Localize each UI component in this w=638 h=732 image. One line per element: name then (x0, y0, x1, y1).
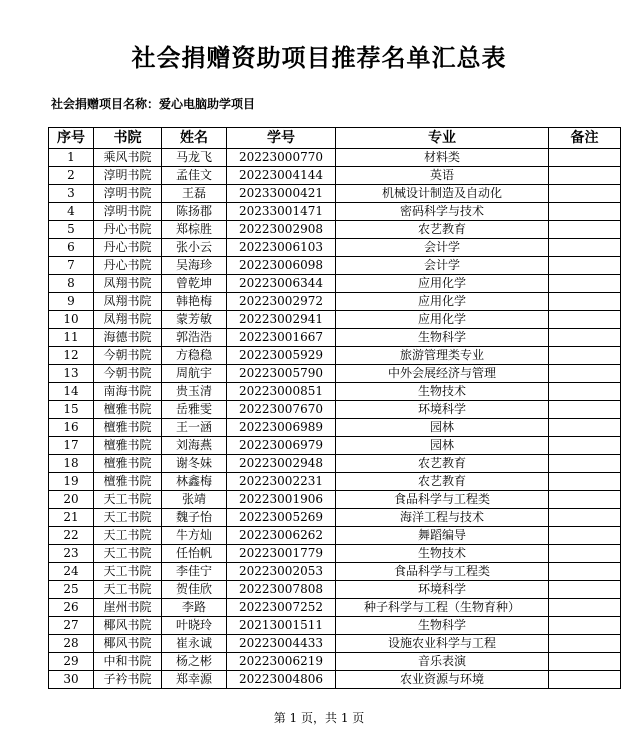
cell-index: 13 (49, 365, 94, 383)
table-row (49, 653, 621, 671)
cell-student-id: 20223006344 (227, 275, 336, 293)
cell-name: 贵玉清 (162, 383, 227, 401)
cell-remarks (549, 581, 621, 599)
cell-college: 天工书院 (94, 527, 162, 545)
table-row (49, 527, 621, 545)
cell-remarks (549, 167, 621, 185)
cell-remarks (549, 401, 621, 419)
cell-major: 应用化学 (336, 293, 549, 311)
cell-name: 杨之彬 (162, 653, 227, 671)
cell-name: 郑幸源 (162, 671, 227, 689)
cell-name: 郑棕胜 (162, 221, 227, 239)
cell-college: 南海书院 (94, 383, 162, 401)
cell-student-id: 20223006979 (227, 437, 336, 455)
cell-name: 魏子怡 (162, 509, 227, 527)
table-row (49, 437, 621, 455)
cell-remarks (549, 149, 621, 167)
cell-name: 牛方灿 (162, 527, 227, 545)
cell-college: 天工书院 (94, 545, 162, 563)
cell-remarks (549, 473, 621, 491)
cell-major: 设施农业科学与工程 (336, 635, 549, 653)
cell-college: 椰风书院 (94, 617, 162, 635)
cell-student-id: 20223002941 (227, 311, 336, 329)
cell-name: 崔永诚 (162, 635, 227, 653)
cell-name: 王磊 (162, 185, 227, 203)
cell-student-id: 20223004433 (227, 635, 336, 653)
cell-major: 园林 (336, 437, 549, 455)
cell-remarks (549, 491, 621, 509)
table-row (49, 203, 621, 221)
cell-index: 11 (49, 329, 94, 347)
header-remarks: 备注 (549, 128, 621, 149)
cell-index: 12 (49, 347, 94, 365)
table-row (49, 617, 621, 635)
cell-remarks (549, 437, 621, 455)
cell-name: 李佳宁 (162, 563, 227, 581)
table-row (49, 365, 621, 383)
cell-major: 音乐表演 (336, 653, 549, 671)
cell-student-id: 20223002972 (227, 293, 336, 311)
cell-name: 李路 (162, 599, 227, 617)
table-row (49, 455, 621, 473)
cell-major: 食品科学与工程类 (336, 491, 549, 509)
cell-student-id: 20223006098 (227, 257, 336, 275)
cell-name: 张靖 (162, 491, 227, 509)
cell-major: 密码科学与技术 (336, 203, 549, 221)
cell-student-id: 20223005790 (227, 365, 336, 383)
header-index: 序号 (49, 128, 94, 149)
cell-student-id: 20223006262 (227, 527, 336, 545)
cell-student-id: 20223002908 (227, 221, 336, 239)
cell-student-id: 20233001471 (227, 203, 336, 221)
cell-college: 檀雅书院 (94, 437, 162, 455)
cell-name: 郭浩浩 (162, 329, 227, 347)
cell-major: 英语 (336, 167, 549, 185)
project-label: 社会捐赠项目名称： (51, 97, 160, 111)
cell-college: 乘风书院 (94, 149, 162, 167)
cell-name: 方稳稳 (162, 347, 227, 365)
cell-remarks (549, 347, 621, 365)
cell-college: 椰风书院 (94, 635, 162, 653)
cell-index: 17 (49, 437, 94, 455)
header-college: 书院 (94, 128, 162, 149)
cell-college: 檀雅书院 (94, 401, 162, 419)
cell-major: 农业资源与环境 (336, 671, 549, 689)
table-body (49, 149, 621, 689)
cell-major: 生物科学 (336, 617, 549, 635)
cell-student-id: 20223004806 (227, 671, 336, 689)
cell-college: 凤翔书院 (94, 275, 162, 293)
cell-remarks (549, 455, 621, 473)
cell-college: 丹心书院 (94, 239, 162, 257)
table-row (49, 149, 621, 167)
cell-index: 23 (49, 545, 94, 563)
cell-major: 会计学 (336, 239, 549, 257)
header-major: 专业 (336, 128, 549, 149)
cell-student-id: 20223001779 (227, 545, 336, 563)
cell-major: 应用化学 (336, 275, 549, 293)
cell-major: 农艺教育 (336, 221, 549, 239)
cell-name: 岳雅雯 (162, 401, 227, 419)
cell-remarks (549, 617, 621, 635)
cell-major: 生物技术 (336, 383, 549, 401)
cell-college: 檀雅书院 (94, 455, 162, 473)
cell-name: 马龙飞 (162, 149, 227, 167)
cell-student-id: 20213001511 (227, 617, 336, 635)
cell-remarks (549, 671, 621, 689)
table-row (49, 401, 621, 419)
cell-college: 中和书院 (94, 653, 162, 671)
cell-index: 26 (49, 599, 94, 617)
cell-index: 6 (49, 239, 94, 257)
cell-major: 舞蹈编导 (336, 527, 549, 545)
cell-college: 海德书院 (94, 329, 162, 347)
table-row (49, 275, 621, 293)
table-row (49, 671, 621, 689)
cell-name: 张小云 (162, 239, 227, 257)
cell-college: 天工书院 (94, 563, 162, 581)
table-row (49, 563, 621, 581)
table-row (49, 545, 621, 563)
cell-name: 林鑫梅 (162, 473, 227, 491)
cell-index: 22 (49, 527, 94, 545)
cell-student-id: 20223002231 (227, 473, 336, 491)
cell-student-id: 20223000851 (227, 383, 336, 401)
table-header-row (49, 128, 621, 149)
cell-index: 1 (49, 149, 94, 167)
cell-index: 7 (49, 257, 94, 275)
cell-student-id: 20223007808 (227, 581, 336, 599)
cell-index: 16 (49, 419, 94, 437)
cell-college: 凤翔书院 (94, 293, 162, 311)
table-row (49, 419, 621, 437)
cell-name: 孟佳文 (162, 167, 227, 185)
cell-index: 9 (49, 293, 94, 311)
cell-college: 天工书院 (94, 509, 162, 527)
cell-name: 王一涵 (162, 419, 227, 437)
cell-student-id: 20223001667 (227, 329, 336, 347)
cell-name: 叶晓玲 (162, 617, 227, 635)
project-name: 爱心电脑助学项目 (159, 97, 256, 111)
cell-index: 8 (49, 275, 94, 293)
cell-major: 食品科学与工程类 (336, 563, 549, 581)
cell-remarks (549, 599, 621, 617)
cell-index: 18 (49, 455, 94, 473)
page-footer: 第 1 页，共 1 页 (273, 711, 365, 725)
cell-remarks (549, 329, 621, 347)
cell-major: 环境科学 (336, 581, 549, 599)
cell-major: 应用化学 (336, 311, 549, 329)
table-row (49, 185, 621, 203)
cell-student-id: 20223007252 (227, 599, 336, 617)
header-student-id: 学号 (227, 128, 336, 149)
cell-major: 园林 (336, 419, 549, 437)
cell-major: 材料类 (336, 149, 549, 167)
table-row (49, 239, 621, 257)
cell-name: 蒙芳敏 (162, 311, 227, 329)
cell-remarks (549, 635, 621, 653)
table-row (49, 581, 621, 599)
cell-major: 环境科学 (336, 401, 549, 419)
cell-remarks (549, 545, 621, 563)
table-row (49, 383, 621, 401)
cell-index: 27 (49, 617, 94, 635)
cell-major: 旅游管理类专业 (336, 347, 549, 365)
cell-index: 28 (49, 635, 94, 653)
cell-student-id: 20223006103 (227, 239, 336, 257)
cell-college: 天工书院 (94, 491, 162, 509)
cell-name: 周航宇 (162, 365, 227, 383)
cell-remarks (549, 185, 621, 203)
cell-major: 农艺教育 (336, 473, 549, 491)
cell-college: 天工书院 (94, 581, 162, 599)
recommendation-table (48, 127, 621, 689)
cell-remarks (549, 563, 621, 581)
header-name: 姓名 (162, 128, 227, 149)
cell-college: 檀雅书院 (94, 473, 162, 491)
cell-remarks (549, 275, 621, 293)
table-row (49, 491, 621, 509)
table-row (49, 635, 621, 653)
cell-major: 中外会展经济与管理 (336, 365, 549, 383)
cell-college: 今朝书院 (94, 365, 162, 383)
cell-college: 檀雅书院 (94, 419, 162, 437)
cell-name: 谢冬妹 (162, 455, 227, 473)
cell-name: 陈扬郡 (162, 203, 227, 221)
cell-index: 19 (49, 473, 94, 491)
table-row (49, 329, 621, 347)
cell-index: 15 (49, 401, 94, 419)
cell-index: 2 (49, 167, 94, 185)
cell-remarks (549, 239, 621, 257)
table-row (49, 347, 621, 365)
cell-college: 崖州书院 (94, 599, 162, 617)
cell-index: 21 (49, 509, 94, 527)
cell-major: 生物科学 (336, 329, 549, 347)
cell-remarks (549, 419, 621, 437)
cell-remarks (549, 365, 621, 383)
cell-student-id: 20223007670 (227, 401, 336, 419)
cell-student-id: 20223002053 (227, 563, 336, 581)
cell-remarks (549, 509, 621, 527)
cell-name: 曾乾坤 (162, 275, 227, 293)
cell-index: 3 (49, 185, 94, 203)
project-line (51, 95, 255, 112)
table-row (49, 473, 621, 491)
cell-index: 4 (49, 203, 94, 221)
cell-student-id: 20223001906 (227, 491, 336, 509)
cell-index: 30 (49, 671, 94, 689)
table-row (49, 293, 621, 311)
cell-student-id: 20233000421 (227, 185, 336, 203)
cell-remarks (549, 653, 621, 671)
cell-major: 生物技术 (336, 545, 549, 563)
cell-index: 24 (49, 563, 94, 581)
cell-college: 淳明书院 (94, 203, 162, 221)
cell-major: 机械设计制造及自动化 (336, 185, 549, 203)
cell-index: 10 (49, 311, 94, 329)
table-row (49, 257, 621, 275)
cell-major: 会计学 (336, 257, 549, 275)
cell-index: 29 (49, 653, 94, 671)
cell-index: 25 (49, 581, 94, 599)
cell-college: 子衿书院 (94, 671, 162, 689)
cell-student-id: 20223002948 (227, 455, 336, 473)
table-row (49, 599, 621, 617)
cell-index: 14 (49, 383, 94, 401)
cell-index: 5 (49, 221, 94, 239)
cell-remarks (549, 527, 621, 545)
cell-remarks (549, 257, 621, 275)
cell-remarks (549, 221, 621, 239)
table-row (49, 221, 621, 239)
cell-student-id: 20223000770 (227, 149, 336, 167)
cell-major: 种子科学与工程（生物育种） (336, 599, 549, 617)
cell-student-id: 20223004144 (227, 167, 336, 185)
table-row (49, 167, 621, 185)
cell-student-id: 20223006219 (227, 653, 336, 671)
cell-college: 淳明书院 (94, 185, 162, 203)
cell-student-id: 20223006989 (227, 419, 336, 437)
cell-name: 刘海燕 (162, 437, 227, 455)
cell-college: 丹心书院 (94, 257, 162, 275)
document-title: 社会捐赠资助项目推荐名单汇总表 (131, 44, 507, 72)
cell-college: 今朝书院 (94, 347, 162, 365)
cell-name: 吴海珍 (162, 257, 227, 275)
table-row (49, 509, 621, 527)
cell-name: 贺佳欣 (162, 581, 227, 599)
cell-major: 农艺教育 (336, 455, 549, 473)
cell-major: 海洋工程与技术 (336, 509, 549, 527)
cell-name: 任怡帆 (162, 545, 227, 563)
cell-student-id: 20223005269 (227, 509, 336, 527)
cell-remarks (549, 293, 621, 311)
cell-name: 韩艳梅 (162, 293, 227, 311)
cell-remarks (549, 203, 621, 221)
cell-college: 丹心书院 (94, 221, 162, 239)
cell-college: 淳明书院 (94, 167, 162, 185)
table-row (49, 311, 621, 329)
cell-remarks (549, 311, 621, 329)
cell-college: 凤翔书院 (94, 311, 162, 329)
cell-index: 20 (49, 491, 94, 509)
cell-remarks (549, 383, 621, 401)
cell-student-id: 20223005929 (227, 347, 336, 365)
